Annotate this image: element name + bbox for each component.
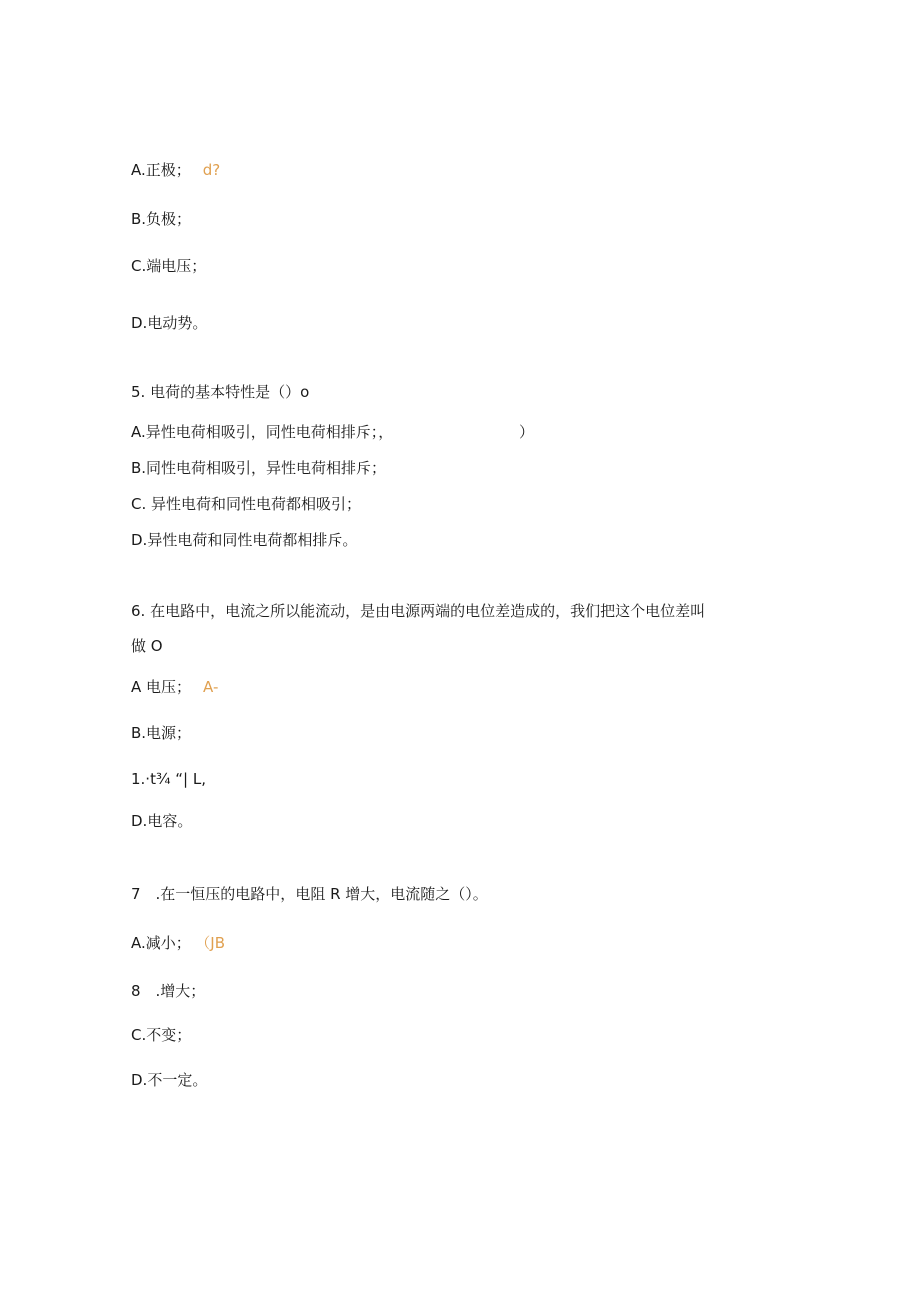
q5-option-b [131, 458, 386, 478]
option-text: C.端电压； [131, 257, 207, 275]
handwritten-annotation: d? [202, 161, 221, 179]
q6-option-a [131, 677, 218, 697]
q5-option-c [131, 494, 361, 514]
option-text: C.不变； [131, 1026, 192, 1044]
question-7 [131, 884, 488, 904]
handwritten-annotation: （JB [202, 934, 225, 952]
q5-option-a [131, 422, 393, 442]
option-text: A.正极； [131, 161, 191, 179]
q7-option-c [131, 1025, 191, 1045]
option-text: 1.·t¾ “| L, [131, 770, 206, 788]
q7-option-a [131, 933, 225, 953]
question-6 [131, 601, 705, 621]
handwritten-annotation: A- [203, 678, 219, 696]
q4-option-a [131, 160, 220, 180]
q4-option-d [131, 313, 207, 333]
option-text: B.负极； [131, 210, 192, 228]
option-text: A.异性电荷相吸引，同性电荷相排斥；， [131, 423, 394, 441]
stray-parenthesis: ） [519, 423, 535, 441]
question-text: 做 O [131, 637, 163, 655]
q6-option-d [131, 811, 192, 831]
q6-option-b [131, 723, 191, 743]
option-text: B.同性电荷相吸引，异性电荷相排斥； [131, 459, 387, 477]
question-text: 6. 在电路中，电流之所以能流动，是由电源两端的电位差造成的，我们把这个电位差叫 [131, 602, 706, 620]
option-text: D.电容。 [131, 812, 193, 830]
question-5 [131, 382, 309, 402]
option-text: A 电压； [131, 678, 192, 696]
q7-option-d [131, 1070, 207, 1090]
option-text: D.电动势。 [131, 314, 208, 332]
option-text: D.不一定。 [131, 1071, 208, 1089]
question-6-continued [131, 636, 163, 656]
option-text: C. 异性电荷和同性电荷都相吸引； [131, 495, 362, 513]
option-text: B.电源； [131, 724, 192, 742]
option-text: A.减小； [131, 934, 191, 952]
question-text: 7 .在一恒压的电路中，电阻 R 增大，电流随之（）。 [131, 885, 488, 903]
q4-option-b [131, 209, 191, 229]
question-text: 5. 电荷的基本特性是（）o [131, 383, 310, 401]
option-text: D.异性电荷和同性电荷都相排斥。 [131, 531, 358, 549]
q5-option-d [131, 530, 357, 550]
option-text: 8 .增大； [131, 982, 206, 1000]
q7-option-b [131, 981, 205, 1001]
q6-option-c-garbled [131, 769, 206, 789]
q4-option-c [131, 256, 206, 276]
